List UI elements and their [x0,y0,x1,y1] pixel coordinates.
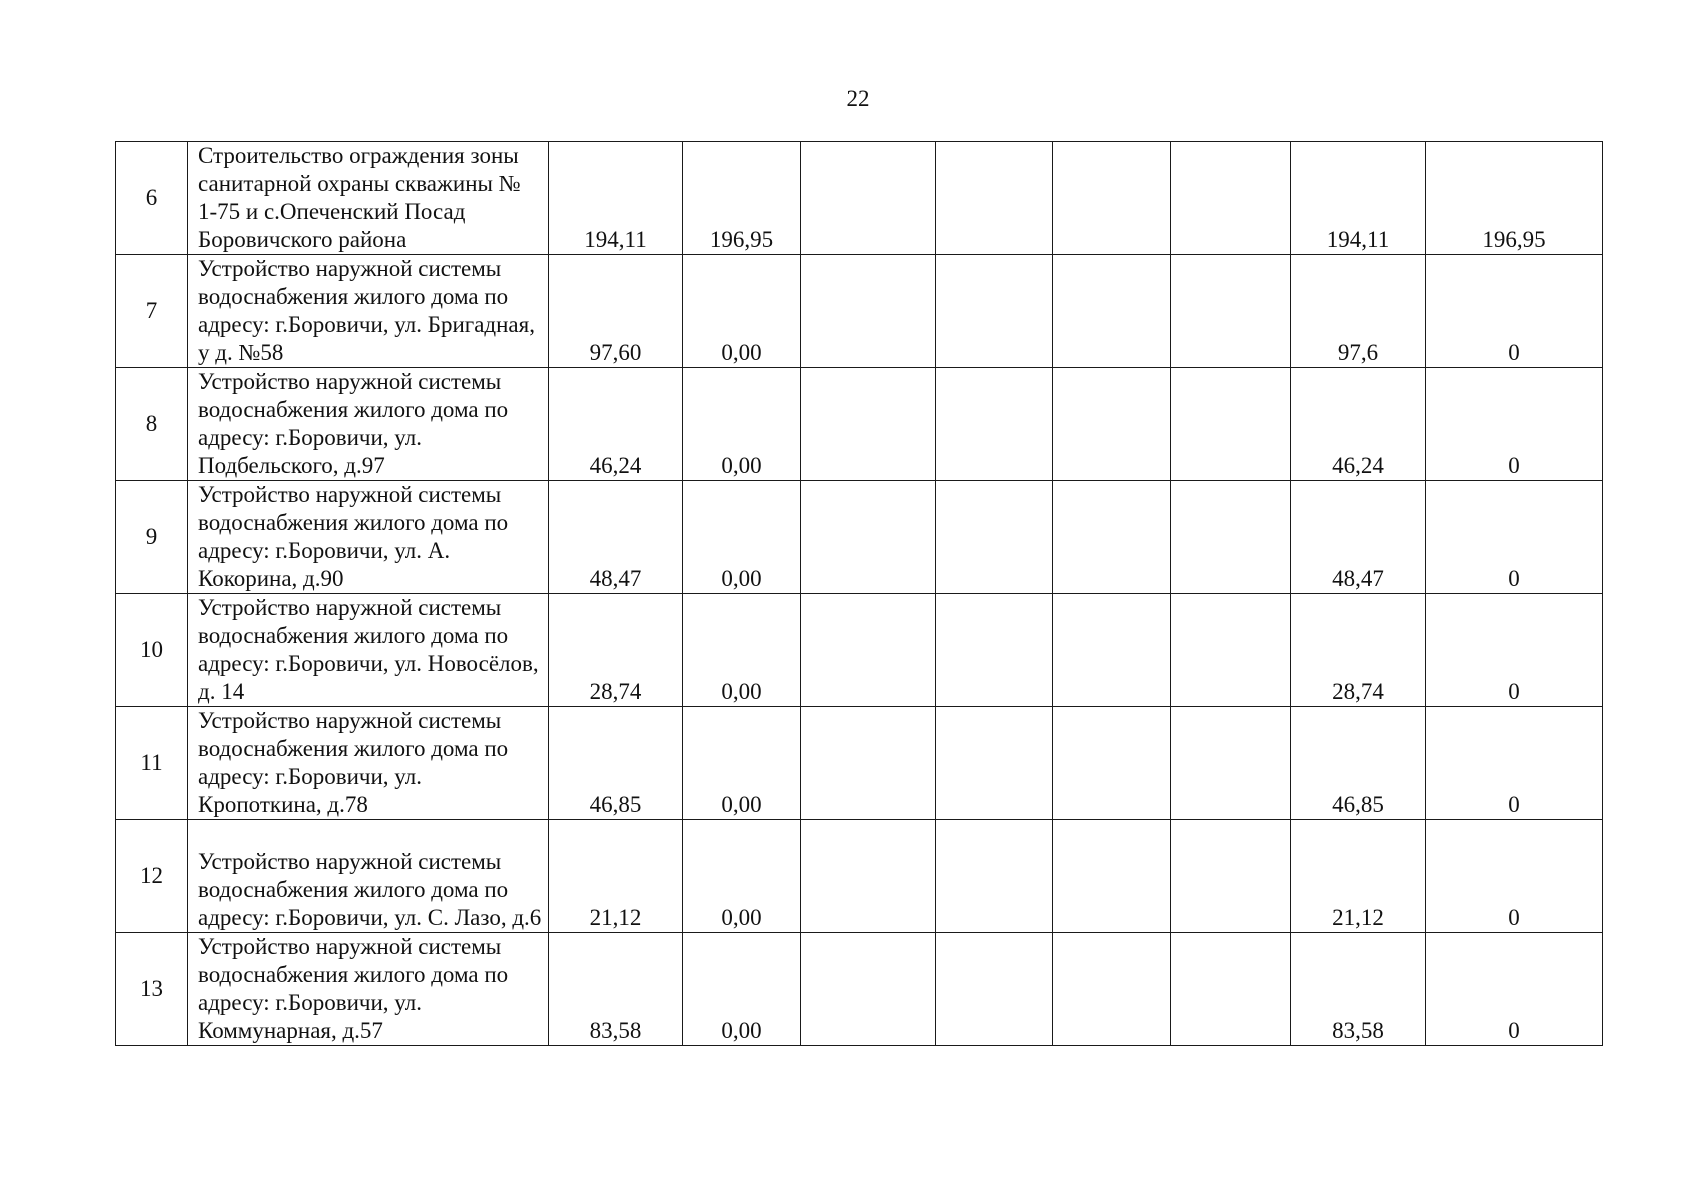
cell-value [936,142,1053,255]
cell-value [801,142,936,255]
cell-value: 0,00 [683,368,801,481]
cell-value [1171,594,1291,707]
row-number: 6 [116,142,188,255]
cell-value: 194,11 [549,142,683,255]
cell-value [1171,820,1291,933]
cell-value: 48,47 [549,481,683,594]
cell-value: 0 [1426,820,1603,933]
cell-value: 28,74 [549,594,683,707]
cell-value: 0 [1426,707,1603,820]
row-description: Устройство наружной системы водоснабжения жилого дома по адресу: г.Боровичи, ул. Бригадная, у д. №58 [188,255,549,368]
cell-value [936,368,1053,481]
cell-value [801,481,936,594]
cell-value: 196,95 [683,142,801,255]
row-number: 13 [116,933,188,1046]
cell-value [1171,255,1291,368]
cell-value: 0,00 [683,481,801,594]
data-table [115,141,1603,1046]
cell-value: 97,60 [549,255,683,368]
cell-value: 0,00 [683,933,801,1046]
cell-value [801,255,936,368]
table-row [116,368,1603,481]
cell-value: 21,12 [549,820,683,933]
cell-value [801,594,936,707]
cell-value: 0,00 [683,820,801,933]
row-description: Строительство ограждения зоны санитарной охраны скважины № 1-75 и с.Опеченский Посад Боровичского района [188,142,549,255]
table-row [116,142,1603,255]
cell-value [1171,707,1291,820]
cell-value [1171,933,1291,1046]
row-number: 10 [116,594,188,707]
cell-value: 0 [1426,255,1603,368]
cell-value: 196,95 [1426,142,1603,255]
row-description: Устройство наружной системы водоснабжения жилого дома по адресу: г.Боровичи, ул. Коммунарная, д.57 [188,933,549,1046]
cell-value [801,933,936,1046]
row-description: Устройство наружной системы водоснабжения жилого дома по адресу: г.Боровичи, ул. Новосёлов, д. 14 [188,594,549,707]
cell-value [936,933,1053,1046]
cell-value: 0,00 [683,707,801,820]
cell-value: 83,58 [549,933,683,1046]
cell-value [936,594,1053,707]
cell-value: 0 [1426,368,1603,481]
cell-value [936,481,1053,594]
cell-value: 194,11 [1291,142,1426,255]
row-description: Устройство наружной системы водоснабжения жилого дома по адресу: г.Боровичи, ул. С. Лазо, д.6 [188,820,549,933]
cell-value: 46,85 [549,707,683,820]
cell-value [936,820,1053,933]
cell-value [1053,707,1171,820]
cell-value: 0 [1426,594,1603,707]
cell-value: 97,6 [1291,255,1426,368]
cell-value: 0,00 [683,255,801,368]
cell-value [1171,368,1291,481]
cell-value: 0,00 [683,594,801,707]
row-number: 7 [116,255,188,368]
table-row [116,481,1603,594]
table-row [116,707,1603,820]
cell-value: 46,24 [1291,368,1426,481]
cell-value [936,707,1053,820]
row-description: Устройство наружной системы водоснабжения жилого дома по адресу: г.Боровичи, ул. Кропоткина, д.78 [188,707,549,820]
cell-value: 0 [1426,933,1603,1046]
cell-value [1053,933,1171,1046]
cell-value: 48,47 [1291,481,1426,594]
cell-value [1053,255,1171,368]
cell-value [801,368,936,481]
cell-value [801,707,936,820]
cell-value [1053,368,1171,481]
cell-value [936,255,1053,368]
cell-value [1171,142,1291,255]
table-row [116,933,1603,1046]
cell-value [1053,142,1171,255]
cell-value [1053,820,1171,933]
cell-value: 21,12 [1291,820,1426,933]
cell-value: 83,58 [1291,933,1426,1046]
page-number: 22 [846,86,870,111]
cell-value: 46,24 [549,368,683,481]
row-number: 9 [116,481,188,594]
row-number: 11 [116,707,188,820]
row-description: Устройство наружной системы водоснабжения жилого дома по адресу: г.Боровичи, ул. А. Кокорина, д.90 [188,481,549,594]
row-number: 12 [116,820,188,933]
cell-value [801,820,936,933]
cell-value [1053,481,1171,594]
table-row [116,255,1603,368]
cell-value: 28,74 [1291,594,1426,707]
row-description: Устройство наружной системы водоснабжения жилого дома по адресу: г.Боровичи, ул. Подбельского, д.97 [188,368,549,481]
cell-value [1171,481,1291,594]
cell-value: 46,85 [1291,707,1426,820]
cell-value [1053,594,1171,707]
table-row [116,594,1603,707]
row-number: 8 [116,368,188,481]
cell-value: 0 [1426,481,1603,594]
table-row [116,820,1603,933]
